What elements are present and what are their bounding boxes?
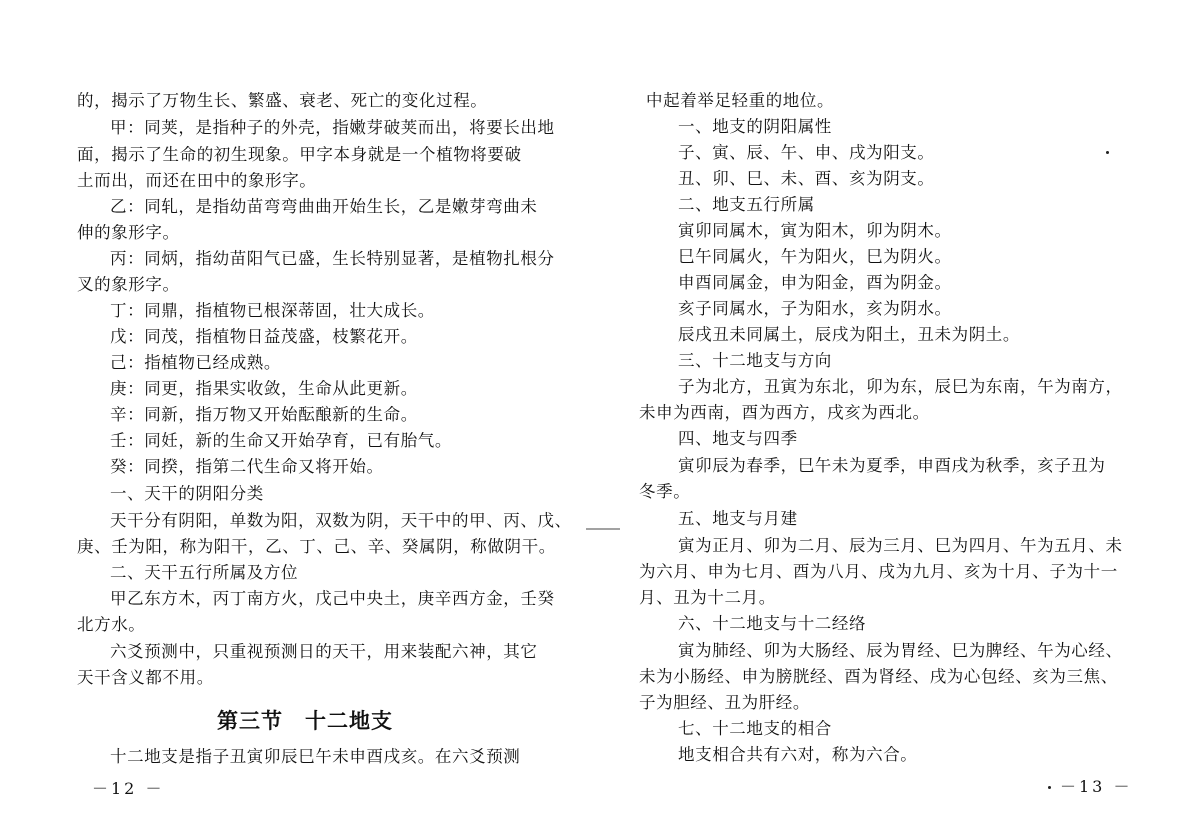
text-line: 未为小肠经、申为膀胱经、酉为肾经、戌为心包经、亥为三焦、 [639, 667, 1118, 686]
text-line: 庚：同更，指果实收敛，生命从此更新。 [110, 379, 418, 398]
right-page [594, 0, 1188, 831]
text-line: 十二地支是指子丑寅卯辰巳午未申酉戌亥。在六爻预测 [110, 747, 521, 766]
text-line: 中起着举足轻重的地位。 [646, 91, 835, 110]
text-line: 甲：同荚，是指种子的外壳，指嫩芽破荚而出，将要长出地 [110, 118, 555, 137]
text-line: 巳午同属火，午为阳火，巳为阴火。 [678, 247, 952, 266]
text-line: 寅为肺经、卯为大肠经、辰为胃经、巳为脾经、午为心经、 [678, 641, 1123, 660]
text-line: 面，揭示了生命的初生现象。甲字本身就是一个植物将要破 [77, 145, 522, 164]
text-line: 辰戌丑未同属土，辰戌为阳土，丑未为阴土。 [678, 325, 1020, 344]
text-line: 丙：同炳，指幼苗阳气已盛，生长特别显著，是植物扎根分 [110, 249, 555, 268]
text-line: 己：指植物已经成熟。 [110, 353, 281, 372]
text-line: 癸：同揆，指第二代生命又将开始。 [110, 457, 384, 476]
subheading: 一、地支的阴阳属性 [678, 117, 832, 136]
subheading: 一、天干的阴阳分类 [110, 484, 264, 503]
text-line: 辛：同新，指万物又开始酝酿新的生命。 [110, 405, 418, 424]
subheading: 二、地支五行所属 [678, 195, 815, 214]
subheading: 五、地支与月建 [678, 509, 798, 528]
text-line: 壬：同妊，新的生命又开始孕育，已有胎气。 [110, 431, 452, 450]
subheading: 四、地支与四季 [678, 429, 798, 448]
text-line: 戊：同茂，指植物日益茂盛，枝繁花开。 [110, 327, 418, 346]
text-line: 天干含义都不用。 [77, 668, 214, 687]
text-line: 子为胆经、丑为肝经。 [639, 693, 810, 712]
text-line: 六爻预测中，只重视预测日的天干，用来装配六神，其它 [110, 642, 538, 661]
text-line: 月、丑为十二月。 [639, 588, 776, 607]
text-line: 寅为正月、卯为二月、辰为三月、巳为四月、午为五月、未 [678, 536, 1123, 555]
text-line: 庚、壬为阳，称为阳干，乙、丁、己、辛、癸属阴，称做阴干。 [77, 537, 556, 556]
scan-speck [1106, 151, 1109, 154]
text-line: 的，揭示了万物生长、繁盛、衰老、死亡的变化过程。 [77, 91, 488, 110]
subheading: 七、十二地支的相合 [678, 719, 832, 738]
text-line: 丁：同鼎，指植物已根深蒂固，壮大成长。 [110, 301, 435, 320]
text-line: 亥子同属水，子为阳水，亥为阴水。 [678, 299, 952, 318]
text-line: 天干分有阴阳，单数为阳，双数为阴，天干中的甲、丙、戊、 [110, 511, 572, 530]
subheading: 二、天干五行所属及方位 [110, 563, 299, 582]
text-line: 伸的象形字。 [77, 223, 180, 242]
text-line: 子、寅、辰、午、申、戌为阳支。 [678, 143, 935, 162]
text-line: 丑、卯、巳、未、酉、亥为阴支。 [678, 169, 935, 188]
text-line: 为六月、申为七月、酉为八月、戌为九月、亥为十月、子为十一 [639, 562, 1118, 581]
subheading: 三、十二地支与方向 [678, 351, 832, 370]
text-line: 北方水。 [77, 615, 146, 634]
text-line: 寅卯辰为春季，巳午未为夏季，申酉戌为秋季，亥子丑为 [678, 456, 1106, 475]
text-line: 寅卯同属木，寅为阳木，卯为阴木。 [678, 221, 952, 240]
subheading: 六、十二地支与十二经络 [678, 614, 867, 633]
text-line: 申酉同属金，申为阳金，酉为阴金。 [678, 273, 952, 292]
text-line: 冬季。 [639, 482, 691, 501]
text-line: 土而出，而还在田中的象形字。 [77, 171, 317, 190]
page-number: －13 － [1060, 777, 1133, 796]
scan-speck [1048, 786, 1051, 789]
page-number: －12 － [92, 779, 165, 798]
text-line: 地支相合共有六对，称为六合。 [678, 745, 918, 764]
section-title: 第三节 十二地支 [217, 709, 393, 733]
text-line: 甲乙东方木，丙丁南方火，戊己中央土，庚辛西方金，壬癸 [110, 589, 555, 608]
text-line: 子为北方，丑寅为东北，卯为东，辰巳为东南，午为南方， [678, 377, 1123, 396]
text-line: 叉的象形字。 [77, 275, 180, 294]
text-line: 乙：同轧，是指幼苗弯弯曲曲开始生长，乙是嫩芽弯曲未 [110, 197, 538, 216]
text-line: 未申为西南，酉为西方，戌亥为西北。 [639, 403, 930, 422]
